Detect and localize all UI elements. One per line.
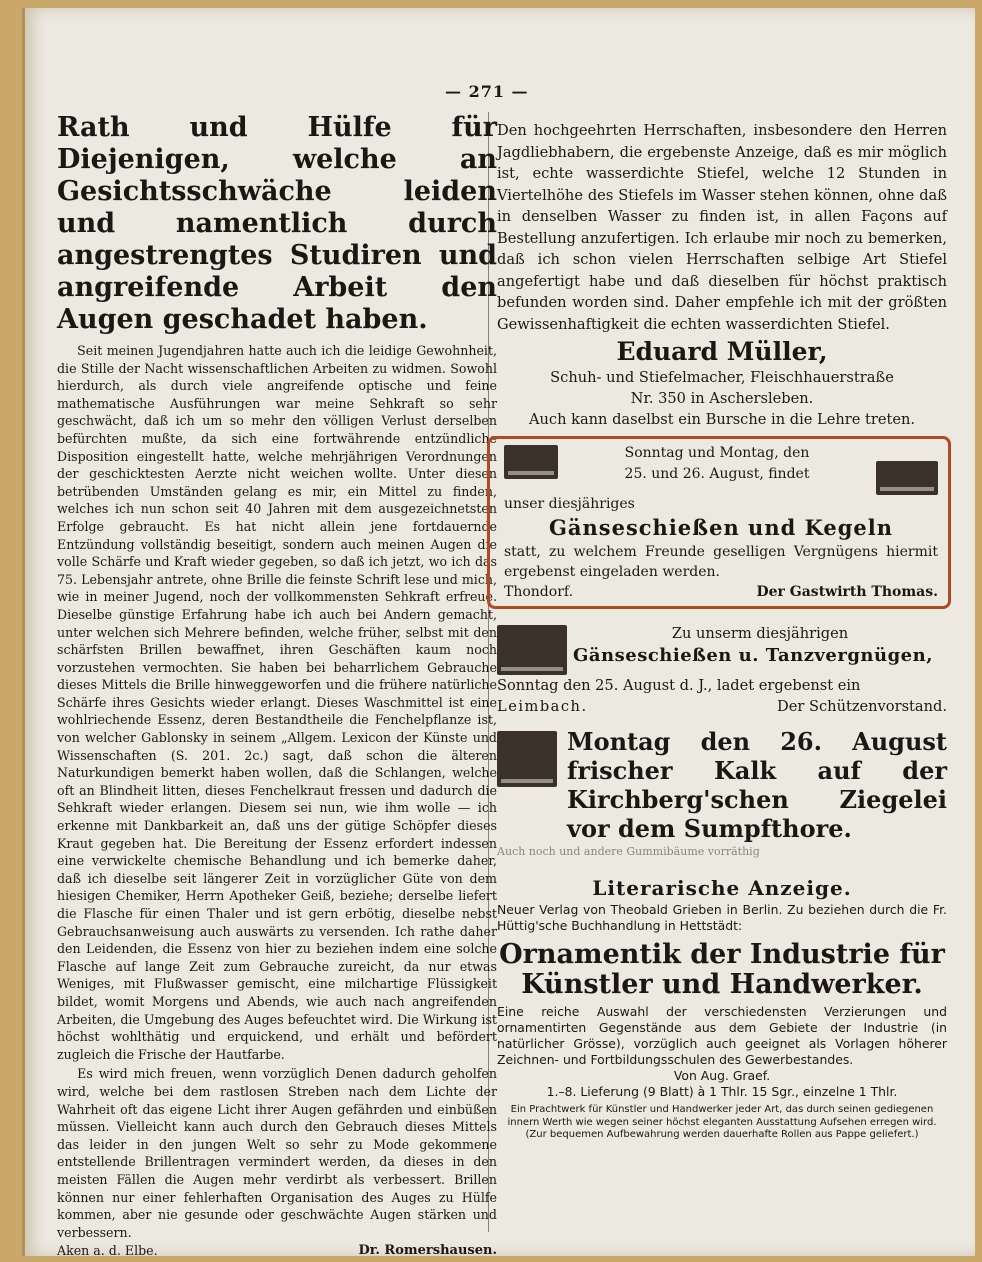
- ad-literarisch: [497, 876, 947, 1142]
- ad-leimbach: [497, 623, 947, 717]
- article-paragraph-1: Seit meinen Jugendjahren hatte auch ich die leidige Gewohnheit, die Stille der Nacht wissenschaftlichen Arbeiten zu widmen. Sowohl hierdurch, als durch viele angreifende optische und feine mathematische Ausführungen war meine Sehkraft so sehr geschwächt, daß ich um so mehr den völligen Verlust derselben befürchten mußte, da sich eine fortwährende entzündliche Disposition eingestellt hatte, welche mehrjährigen Verordnungen der geschicktesten Aerzte nicht weichen wollte. Unter diesen betrübenden Umständen gelang es mir, ein Mittel zu finden, welches ich nun schon seit 40 Jahren mit dem ausgezeichnetsten Erfolge gebraucht. Es hat nicht allein jene fortdauernde Entzündung vollständig beseitigt, sondern auch meinen Augen die volle Schärfe und Kraft wieder gegeben, so daß ich jetzt, wo ich das 75. Lebensjahr antrete, ohne Brille die feinste Schrift lese und mich, wie in meiner Jugend, noch der vollkommensten Sehkraft erfreue. Dieselbe günstige Erfahrung habe ich auch bei Andern gemacht, unter welchen sich Mehrere befinden, welche früher, selbst mit den schärfsten Brillen bewaffnet, ihren Geschäften kaum noch vorzustehen vermochten. Sie haben bei beharrlichem Gebrauche dieses Mittels die Brille hinweggeworfen und die frühere natürliche Schärfe ihres Gesichts wieder erlangt. Dieses Waschmittel ist eine wohlriechende Essenz, deren Bestandtheile die Fenchelpflanze ist, von welcher Gablonsky in seinem „Allgem. Lexicon der Künste und Wissenschaften (S. 201. 2c.) sagt, daß schon die älteren Naturkundigen bemerkt haben wollen, daß die Schlangen, welche oft an Blindheit litten, dieses Fenchelkraut fressen und dadurch die Sehkraft wieder erlangen. Diesem sei nun, wie ihm wolle — ich erkenne mit Dankbarkeit an, daß uns der gütige Schöpfer dieses Kraut gegeben hat. Die Bereitung der Essenz erfordert indessen eine verwickelte chemische Behandlung und ich bemerke daher, daß ich dieselbe seit längerer Zeit in vorzüglicher Güte von dem hiesigen Chemiker, Herrn Apotheker Geiß, beziehe; derselbe liefert die Flasche für einen Thaler und ist gern erbötig, dieselbe nebst Gebrauchsanweisung auch auswärts zu versenden. Ich rathe daher den Leidenden, die Essenz von hier zu beziehen indem eine solche Flasche auf lange Zeit zum Gebrauche zureicht, da nur etwas Weniges, mit Flußwasser gemischt, eine milchartige Flüssigkeit bildet, womit Morgens und Abends, wie auch nach angreifenden Arbeiten, die Umgebung des Auges befeuchtet wird. Die Wirkung ist höchst wohlthätig und erquickend, und erhält und befördert zugleich die Frische der Hautfarbe.: [57, 343, 497, 1062]
- ad-leimbach-line1: Zu unserm diesjährigen: [671, 625, 849, 642]
- ad-kalk: [497, 727, 947, 843]
- ad-thomas-highlighted: [487, 436, 951, 609]
- ad-thomas-line1: Sonntag und Montag, den: [624, 445, 810, 461]
- ad-kalk-faint-line: Auch noch und andere Gummibäume vorräthig: [497, 845, 760, 858]
- ad-leimbach-sign: Der Schützenvorstand.: [777, 698, 947, 715]
- article-place: Aken a. d. Elbe.: [57, 1243, 158, 1256]
- ad-thomas-headline: Gänseschießen und Kegeln: [548, 515, 894, 540]
- ad-thomas-body: statt, zu welchem Freunde geselligen Vergnügens hiermit ergebenst eingeladen werden.: [504, 544, 938, 580]
- article-title: Rath und Hülfe für Diejenigen, welche an Gesichtsschwäche leiden und namentlich durch angestrengtes Studiren und angreifende Arbeit den Augen geschadet haben.: [57, 112, 497, 335]
- ad-literarisch-intro: Neuer Verlag von Theobald Grieben in Berlin. Zu beziehen durch die Fr. Hüttig'sche Buchhandlung in Hettstädt:: [497, 902, 947, 933]
- ad-mueller: [497, 120, 947, 430]
- bowling-illustration-icon: [504, 445, 558, 479]
- ad-literarisch-note: Ein Prachtwerk für Künstler und Handwerker jeder Art, das durch seinen gediegenen innern Werth wie wegen seiner höchst eleganten Ausstattung Aufsehen erregen wird. (Zur bequemen Aufbewahrung werden dauerhafte Rollen aus Pappe geliefert.): [507, 1104, 937, 1140]
- ad-thomas-line2: 25. und 26. August, findet: [624, 466, 810, 482]
- article-paragraph-2: Es wird mich freuen, wenn vorzüglich Denen dadurch geholfen wird, welche bei dem rastlosen Streben nach dem Lichte der Wahrheit oft das eigene Licht ihrer Augen gefährden und einbüßen müssen. Vielleicht kann auch durch den Gebrauch dieses Mittels das leider in den jungen Welt so sehr zu Mode gekommene entstellende Brillentragen vermindert werden, da dieses in den meisten Fällen die Augen mehr verdirbt als verbessert. Brillen können nur einer fehlerhaften Organisation des Auges zu Hülfe kommen, aber nie gesunde oder geschwächte Augen stärken und verbessern.: [57, 1066, 497, 1240]
- ad-literarisch-description: Eine reiche Auswahl der verschiedensten Verzierungen und ornamentirten Gegenstände aus dem Gebiete der Industrie (in natürlicher Grösse), vorzüglich auch geeignet als Vorlagen höherer Zeichnen- und Fortbildungsschulen des Gewerbestandes.: [497, 1004, 947, 1067]
- ad-thomas-line3: unser diesjähriges: [504, 496, 635, 512]
- ad-leimbach-body: Sonntag den 25. August d. J., ladet ergebenst ein: [497, 677, 861, 694]
- right-column: [497, 120, 947, 1142]
- article-author: Dr. Romershausen.: [358, 1243, 497, 1256]
- ad-mueller-address-2: Nr. 350 in Aschersleben.: [630, 390, 814, 407]
- ad-mueller-address-3: Auch kann daselbst ein Bursche in die Lehre treten.: [528, 411, 916, 428]
- ad-mueller-name: Eduard Müller,: [616, 337, 828, 366]
- ad-kalk-text: Montag den 26. August frischer Kalk auf der Kirchberg'schen Ziegelei vor dem Sumpfthore.: [567, 727, 947, 843]
- page-number: — 271 —: [445, 82, 529, 101]
- ad-thomas-sign: Der Gastwirth Thomas.: [756, 584, 938, 600]
- kiln-illustration-icon: [497, 731, 557, 787]
- ad-literarisch-title: Literarische Anzeige.: [592, 876, 852, 900]
- newspaper-page: [22, 8, 975, 1256]
- left-column: [57, 112, 497, 1256]
- shooting-house-illustration-icon: [497, 625, 567, 675]
- ad-thomas-signature: [504, 584, 938, 600]
- article-signature: [57, 1243, 497, 1256]
- ad-mueller-text: Den hochgeehrten Herrschaften, insbesondere den Herren Jagdliebhabern, die ergebenste Anzeige, daß es mir möglich ist, echte wasserdichte Stiefel, welche 12 Stunden in Viertelhöhe des Stiefels im Wasser stehen können, ohne daß in denselben Wasser zu finden ist, in allen Façons auf Bestellung anzufertigen. Ich erlaube mir noch zu bemerken, daß ich schon vielen Herrschaften selbige Art Stiefel angefertigt habe und daß dieselben für höchst praktisch befunden worden sind. Daher empfehle ich mit der größten Gewissenhaftigkeit die echten wasserdichten Stiefel.: [497, 122, 947, 333]
- ad-leimbach-signature: [497, 696, 947, 717]
- ad-literarisch-author: Von Aug. Graef.: [673, 1068, 771, 1083]
- ad-mueller-address-1: Schuh- und Stiefelmacher, Fleischhauerstraße: [550, 369, 894, 386]
- ad-thomas-place: Thondorf.: [504, 584, 574, 600]
- ad-literarisch-book-title: Ornamentik der Industrie für Künstler und Handwerker.: [499, 939, 945, 1000]
- ad-literarisch-price: 1.–8. Lieferung (9 Blatt) à 1 Thlr. 15 Sgr., einzelne 1 Thlr.: [546, 1084, 898, 1099]
- ad-leimbach-headline: Gänseschießen u. Tanzvergnügen,: [573, 645, 933, 666]
- bowling-alley-illustration-icon: [876, 461, 938, 495]
- ad-leimbach-place: Leimbach.: [497, 698, 588, 715]
